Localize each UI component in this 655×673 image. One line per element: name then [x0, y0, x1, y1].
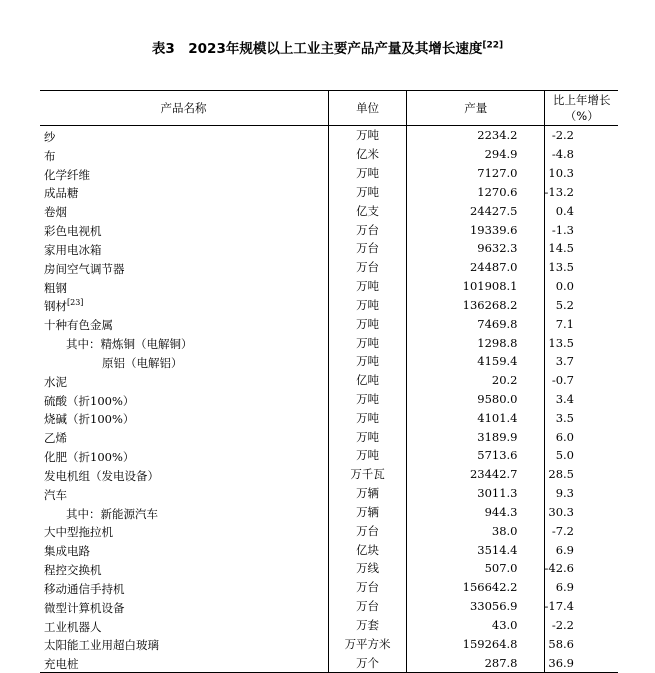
table-row [40, 145, 618, 164]
unit-cell: 万吨 [329, 446, 407, 465]
header-growth: 比上年增长（%） [544, 91, 618, 126]
growth-cell: 6.9 [544, 578, 618, 597]
growth-cell: 5.0 [544, 446, 618, 465]
table-row [40, 314, 618, 333]
product-name: 发电机组（发电设备） [44, 468, 159, 483]
unit-cell: 万台 [329, 578, 407, 597]
unit-cell: 万吨 [329, 164, 407, 183]
table-title [0, 37, 655, 57]
unit-cell: 万吨 [329, 314, 407, 333]
product-name: 粗钢 [44, 280, 67, 295]
table-row [40, 521, 618, 540]
product-name: 微型计算机设备 [44, 600, 125, 615]
product-name-cell [40, 126, 329, 145]
product-name: 家用电冰箱 [44, 242, 102, 257]
unit-cell: 万台 [329, 597, 407, 616]
header-output: 产量 [407, 91, 544, 126]
output-cell: 7127.0 [407, 164, 544, 183]
table-row [40, 333, 618, 352]
output-cell: 159264.8 [407, 634, 544, 653]
growth-cell: -1.3 [544, 220, 618, 239]
growth-cell: -0.7 [544, 371, 618, 390]
table-row [40, 484, 618, 503]
product-name-cell [40, 164, 329, 183]
growth-cell: 5.2 [544, 295, 618, 314]
product-name-cell [40, 277, 329, 296]
table-row [40, 446, 618, 465]
unit-cell: 亿米 [329, 145, 407, 164]
output-cell: 101908.1 [407, 277, 544, 296]
output-cell: 38.0 [407, 521, 544, 540]
product-name: 水泥 [44, 374, 67, 389]
table-row [40, 201, 618, 220]
product-name-cell [40, 390, 329, 409]
table-row [40, 634, 618, 653]
output-cell: 24427.5 [407, 201, 544, 220]
product-name: 程控交换机 [44, 562, 102, 577]
header-product-name: 产品名称 [40, 91, 329, 126]
table-row [40, 239, 618, 258]
product-name-cell [40, 616, 329, 635]
table-row [40, 540, 618, 559]
output-cell: 3189.9 [407, 427, 544, 446]
growth-cell: 6.0 [544, 427, 618, 446]
product-name: 卷烟 [44, 205, 67, 220]
product-name-cell [40, 427, 329, 446]
unit-cell: 万个 [329, 653, 407, 672]
growth-cell: 3.7 [544, 352, 618, 371]
unit-cell: 万吨 [329, 295, 407, 314]
table-row [40, 164, 618, 183]
growth-cell: -42.6 [544, 559, 618, 578]
product-name-cell [40, 634, 329, 653]
growth-cell: 6.9 [544, 540, 618, 559]
product-name: 移动通信手持机 [44, 581, 125, 596]
product-name-cell [40, 220, 329, 239]
table-row [40, 220, 618, 239]
product-name: 充电桩 [44, 657, 79, 672]
unit-cell: 万吨 [329, 126, 407, 145]
unit-cell: 亿吨 [329, 371, 407, 390]
product-name: 汽车 [44, 487, 67, 502]
table-title-footnote: [22] [482, 40, 504, 51]
product-name: 其中：精炼铜（电解铜） [66, 336, 193, 351]
output-cell: 1298.8 [407, 333, 544, 352]
unit-cell: 万千瓦 [329, 465, 407, 484]
growth-cell: -4.8 [544, 145, 618, 164]
product-name: 布 [44, 148, 56, 163]
unit-cell: 亿支 [329, 201, 407, 220]
product-name-cell [40, 408, 329, 427]
product-name-cell [40, 465, 329, 484]
table-row [40, 352, 618, 371]
output-cell: 19339.6 [407, 220, 544, 239]
unit-cell: 亿块 [329, 540, 407, 559]
product-name: 彩色电视机 [44, 223, 102, 238]
unit-cell: 万台 [329, 521, 407, 540]
table-row [40, 408, 618, 427]
unit-cell: 万线 [329, 559, 407, 578]
unit-cell: 万吨 [329, 427, 407, 446]
growth-cell: 58.6 [544, 634, 618, 653]
table-row [40, 258, 618, 277]
output-cell: 294.9 [407, 145, 544, 164]
product-name-cell [40, 201, 329, 220]
output-cell: 156642.2 [407, 578, 544, 597]
product-name: 乙烯 [44, 431, 67, 446]
unit-cell: 万吨 [329, 333, 407, 352]
output-cell: 24487.0 [407, 258, 544, 277]
product-name: 烧碱（折100%） [44, 412, 135, 427]
product-name-cell [40, 258, 329, 277]
product-footnote: [23] [67, 298, 84, 308]
product-name: 化肥（折100%） [44, 449, 135, 464]
product-name-cell [40, 597, 329, 616]
table-row [40, 126, 618, 145]
product-name-cell [40, 314, 329, 333]
product-name: 大中型拖拉机 [44, 525, 113, 540]
output-cell: 944.3 [407, 503, 544, 522]
table-row [40, 653, 618, 672]
table-row [40, 295, 618, 314]
table-row [40, 559, 618, 578]
growth-cell: 9.3 [544, 484, 618, 503]
growth-cell: 36.9 [544, 653, 618, 672]
growth-cell: -2.2 [544, 126, 618, 145]
output-cell: 3514.4 [407, 540, 544, 559]
product-name: 太阳能工业用超白玻璃 [44, 638, 159, 653]
output-cell: 33056.9 [407, 597, 544, 616]
growth-cell: 14.5 [544, 239, 618, 258]
growth-cell: 13.5 [544, 258, 618, 277]
unit-cell: 万吨 [329, 277, 407, 296]
growth-cell: 7.1 [544, 314, 618, 333]
output-cell: 287.8 [407, 653, 544, 672]
unit-cell: 万吨 [329, 182, 407, 201]
unit-cell: 万台 [329, 258, 407, 277]
production-table [40, 90, 618, 673]
growth-cell: 13.5 [544, 333, 618, 352]
unit-cell: 万辆 [329, 503, 407, 522]
table-row [40, 597, 618, 616]
product-name-cell [40, 559, 329, 578]
output-cell: 1270.6 [407, 182, 544, 201]
output-cell: 9632.3 [407, 239, 544, 258]
output-cell: 4159.4 [407, 352, 544, 371]
table-row [40, 465, 618, 484]
table-title-text: 表3 2023年规模以上工业主要产品产量及其增长速度 [151, 41, 483, 57]
product-name: 集成电路 [44, 544, 90, 559]
table-row [40, 390, 618, 409]
unit-cell: 万平方米 [329, 634, 407, 653]
product-name-cell [40, 578, 329, 597]
output-cell: 3011.3 [407, 484, 544, 503]
growth-cell: -2.2 [544, 616, 618, 635]
output-cell: 507.0 [407, 559, 544, 578]
product-name: 钢材 [44, 299, 67, 314]
product-name-cell [40, 239, 329, 258]
growth-cell: 0.4 [544, 201, 618, 220]
growth-cell: -13.2 [544, 182, 618, 201]
header-unit: 单位 [329, 91, 407, 126]
output-cell: 43.0 [407, 616, 544, 635]
product-name-cell [40, 371, 329, 390]
output-cell: 5713.6 [407, 446, 544, 465]
product-name-cell [40, 484, 329, 503]
unit-cell: 万吨 [329, 390, 407, 409]
growth-cell: -7.2 [544, 521, 618, 540]
product-name-cell [40, 653, 329, 672]
table-row [40, 277, 618, 296]
product-name-cell [40, 503, 329, 522]
product-name-cell [40, 521, 329, 540]
table-row [40, 503, 618, 522]
growth-cell: 10.3 [544, 164, 618, 183]
table-row [40, 578, 618, 597]
product-name: 原铝（电解铝） [102, 355, 183, 370]
output-cell: 23442.7 [407, 465, 544, 484]
table-row [40, 371, 618, 390]
unit-cell: 万套 [329, 616, 407, 635]
unit-cell: 万台 [329, 239, 407, 258]
product-name-cell [40, 352, 329, 371]
unit-cell: 万吨 [329, 352, 407, 371]
product-name: 纱 [44, 129, 56, 144]
output-cell: 136268.2 [407, 295, 544, 314]
product-name-cell [40, 145, 329, 164]
output-cell: 9580.0 [407, 390, 544, 409]
table-row [40, 616, 618, 635]
growth-cell: 3.4 [544, 390, 618, 409]
product-name: 成品糖 [44, 186, 79, 201]
product-name-cell [40, 295, 329, 314]
output-cell: 20.2 [407, 371, 544, 390]
product-name: 十种有色金属 [44, 318, 113, 333]
growth-cell: 0.0 [544, 277, 618, 296]
product-name-cell [40, 333, 329, 352]
product-name: 其中：新能源汽车 [66, 506, 158, 521]
table-row [40, 427, 618, 446]
growth-cell: 28.5 [544, 465, 618, 484]
product-name-cell [40, 182, 329, 201]
product-name-cell [40, 540, 329, 559]
growth-cell: 30.3 [544, 503, 618, 522]
unit-cell: 万吨 [329, 408, 407, 427]
product-name: 硫酸（折100%） [44, 393, 135, 408]
table-body [40, 126, 618, 673]
output-cell: 7469.8 [407, 314, 544, 333]
output-cell: 4101.4 [407, 408, 544, 427]
unit-cell: 万辆 [329, 484, 407, 503]
growth-cell: 3.5 [544, 408, 618, 427]
growth-cell: -17.4 [544, 597, 618, 616]
product-name: 化学纤维 [44, 167, 90, 182]
output-cell: 2234.2 [407, 126, 544, 145]
table-row [40, 182, 618, 201]
product-name: 房间空气调节器 [44, 261, 125, 276]
product-name: 工业机器人 [44, 619, 102, 634]
table-header-row [40, 91, 618, 126]
unit-cell: 万台 [329, 220, 407, 239]
product-name-cell [40, 446, 329, 465]
